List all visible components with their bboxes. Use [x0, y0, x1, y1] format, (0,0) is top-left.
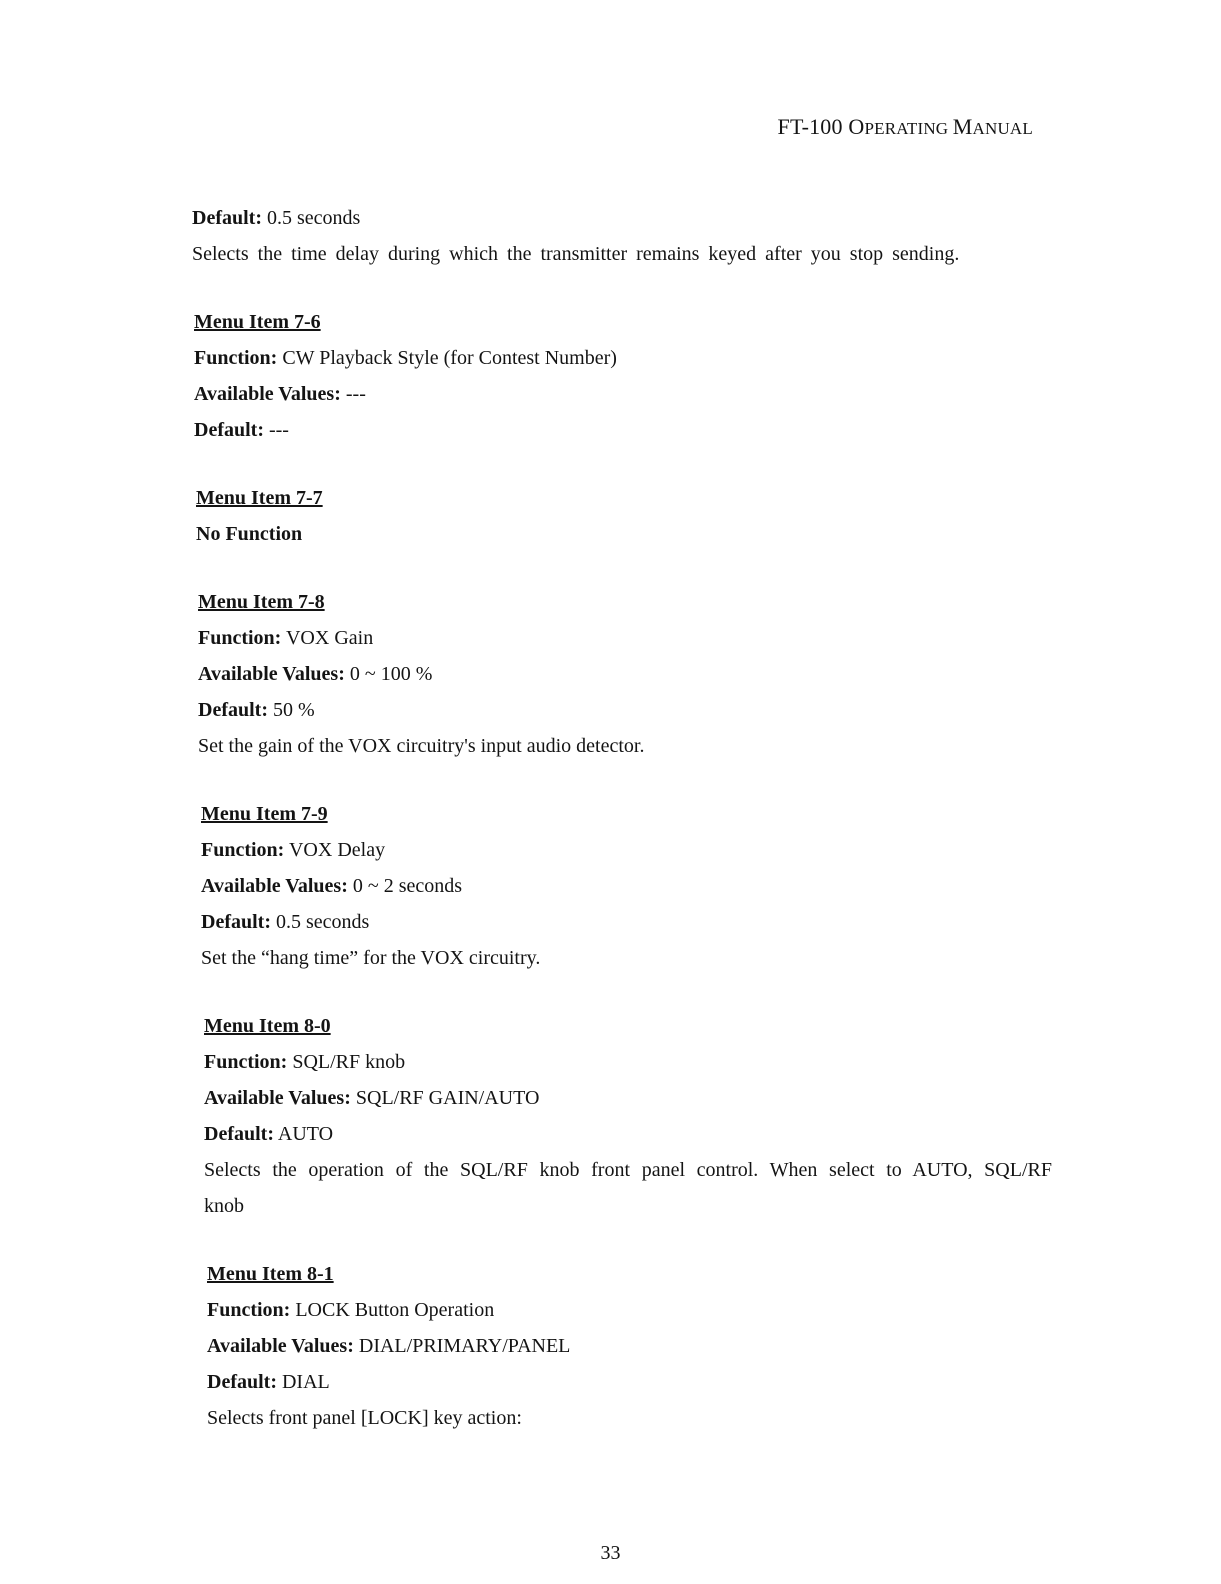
default-line: Default: 50 %: [198, 699, 315, 721]
menu-item-7-8: [198, 584, 1052, 764]
menu-item-8-0: [204, 1008, 1052, 1224]
default-line: Default: DIAL: [207, 1371, 330, 1393]
menu-item-title: Menu Item 7-6: [194, 311, 321, 333]
available-values-line: Available Values: DIAL/PRIMARY/PANEL: [207, 1335, 571, 1357]
running-header: FT-100 OPERATING MANUAL: [777, 114, 1033, 139]
menu-item-title: Menu Item 8-0: [204, 1015, 331, 1037]
menu-item-title: Menu Item 7-7: [196, 487, 323, 509]
available-values-line: Available Values: 0 ~ 2 seconds: [201, 875, 463, 897]
function-line: Function: VOX Gain: [198, 627, 374, 649]
default-line: Default: ---: [194, 419, 289, 441]
intro-section: [192, 200, 1052, 272]
default-line: Default: 0.5 seconds: [192, 207, 361, 229]
available-values-line: Available Values: SQL/RF GAIN/AUTO: [204, 1087, 540, 1109]
description: Set the gain of the VOX circuitry's input audio detector.: [198, 735, 645, 757]
menu-item-7-9: [201, 796, 1052, 976]
menu-item-7-7: [196, 480, 1052, 552]
menu-item-title: Menu Item 7-9: [201, 803, 328, 825]
description: Selects the operation of the SQL/RF knob front panel control. When select to AUTO, SQL/RF knob: [204, 1159, 1052, 1217]
description: Selects the time delay during which the transmitter remains keyed after you stop sending.: [192, 243, 960, 265]
description: Selects front panel [LOCK] key action:: [207, 1407, 522, 1429]
page-body: [192, 200, 1052, 1436]
default-line: Default: AUTO: [204, 1123, 334, 1145]
function-line: Function: VOX Delay: [201, 839, 386, 861]
default-line: Default: 0.5 seconds: [201, 911, 370, 933]
menu-item-8-1: [207, 1256, 1052, 1436]
description: Set the “hang time” for the VOX circuitry.: [201, 947, 541, 969]
menu-item-title: Menu Item 7-8: [198, 591, 325, 613]
function-line: Function: CW Playback Style (for Contest Number): [194, 347, 617, 369]
no-function-text: No Function: [196, 523, 303, 545]
menu-item-title: Menu Item 8-1: [207, 1263, 334, 1285]
function-line: Function: SQL/RF knob: [204, 1051, 406, 1073]
function-line: Function: LOCK Button Operation: [207, 1299, 495, 1321]
available-values-line: Available Values: ---: [194, 383, 366, 405]
page-number: 33: [600, 1542, 621, 1564]
available-values-line: Available Values: 0 ~ 100 %: [198, 663, 433, 685]
menu-item-7-6: [194, 304, 1052, 448]
